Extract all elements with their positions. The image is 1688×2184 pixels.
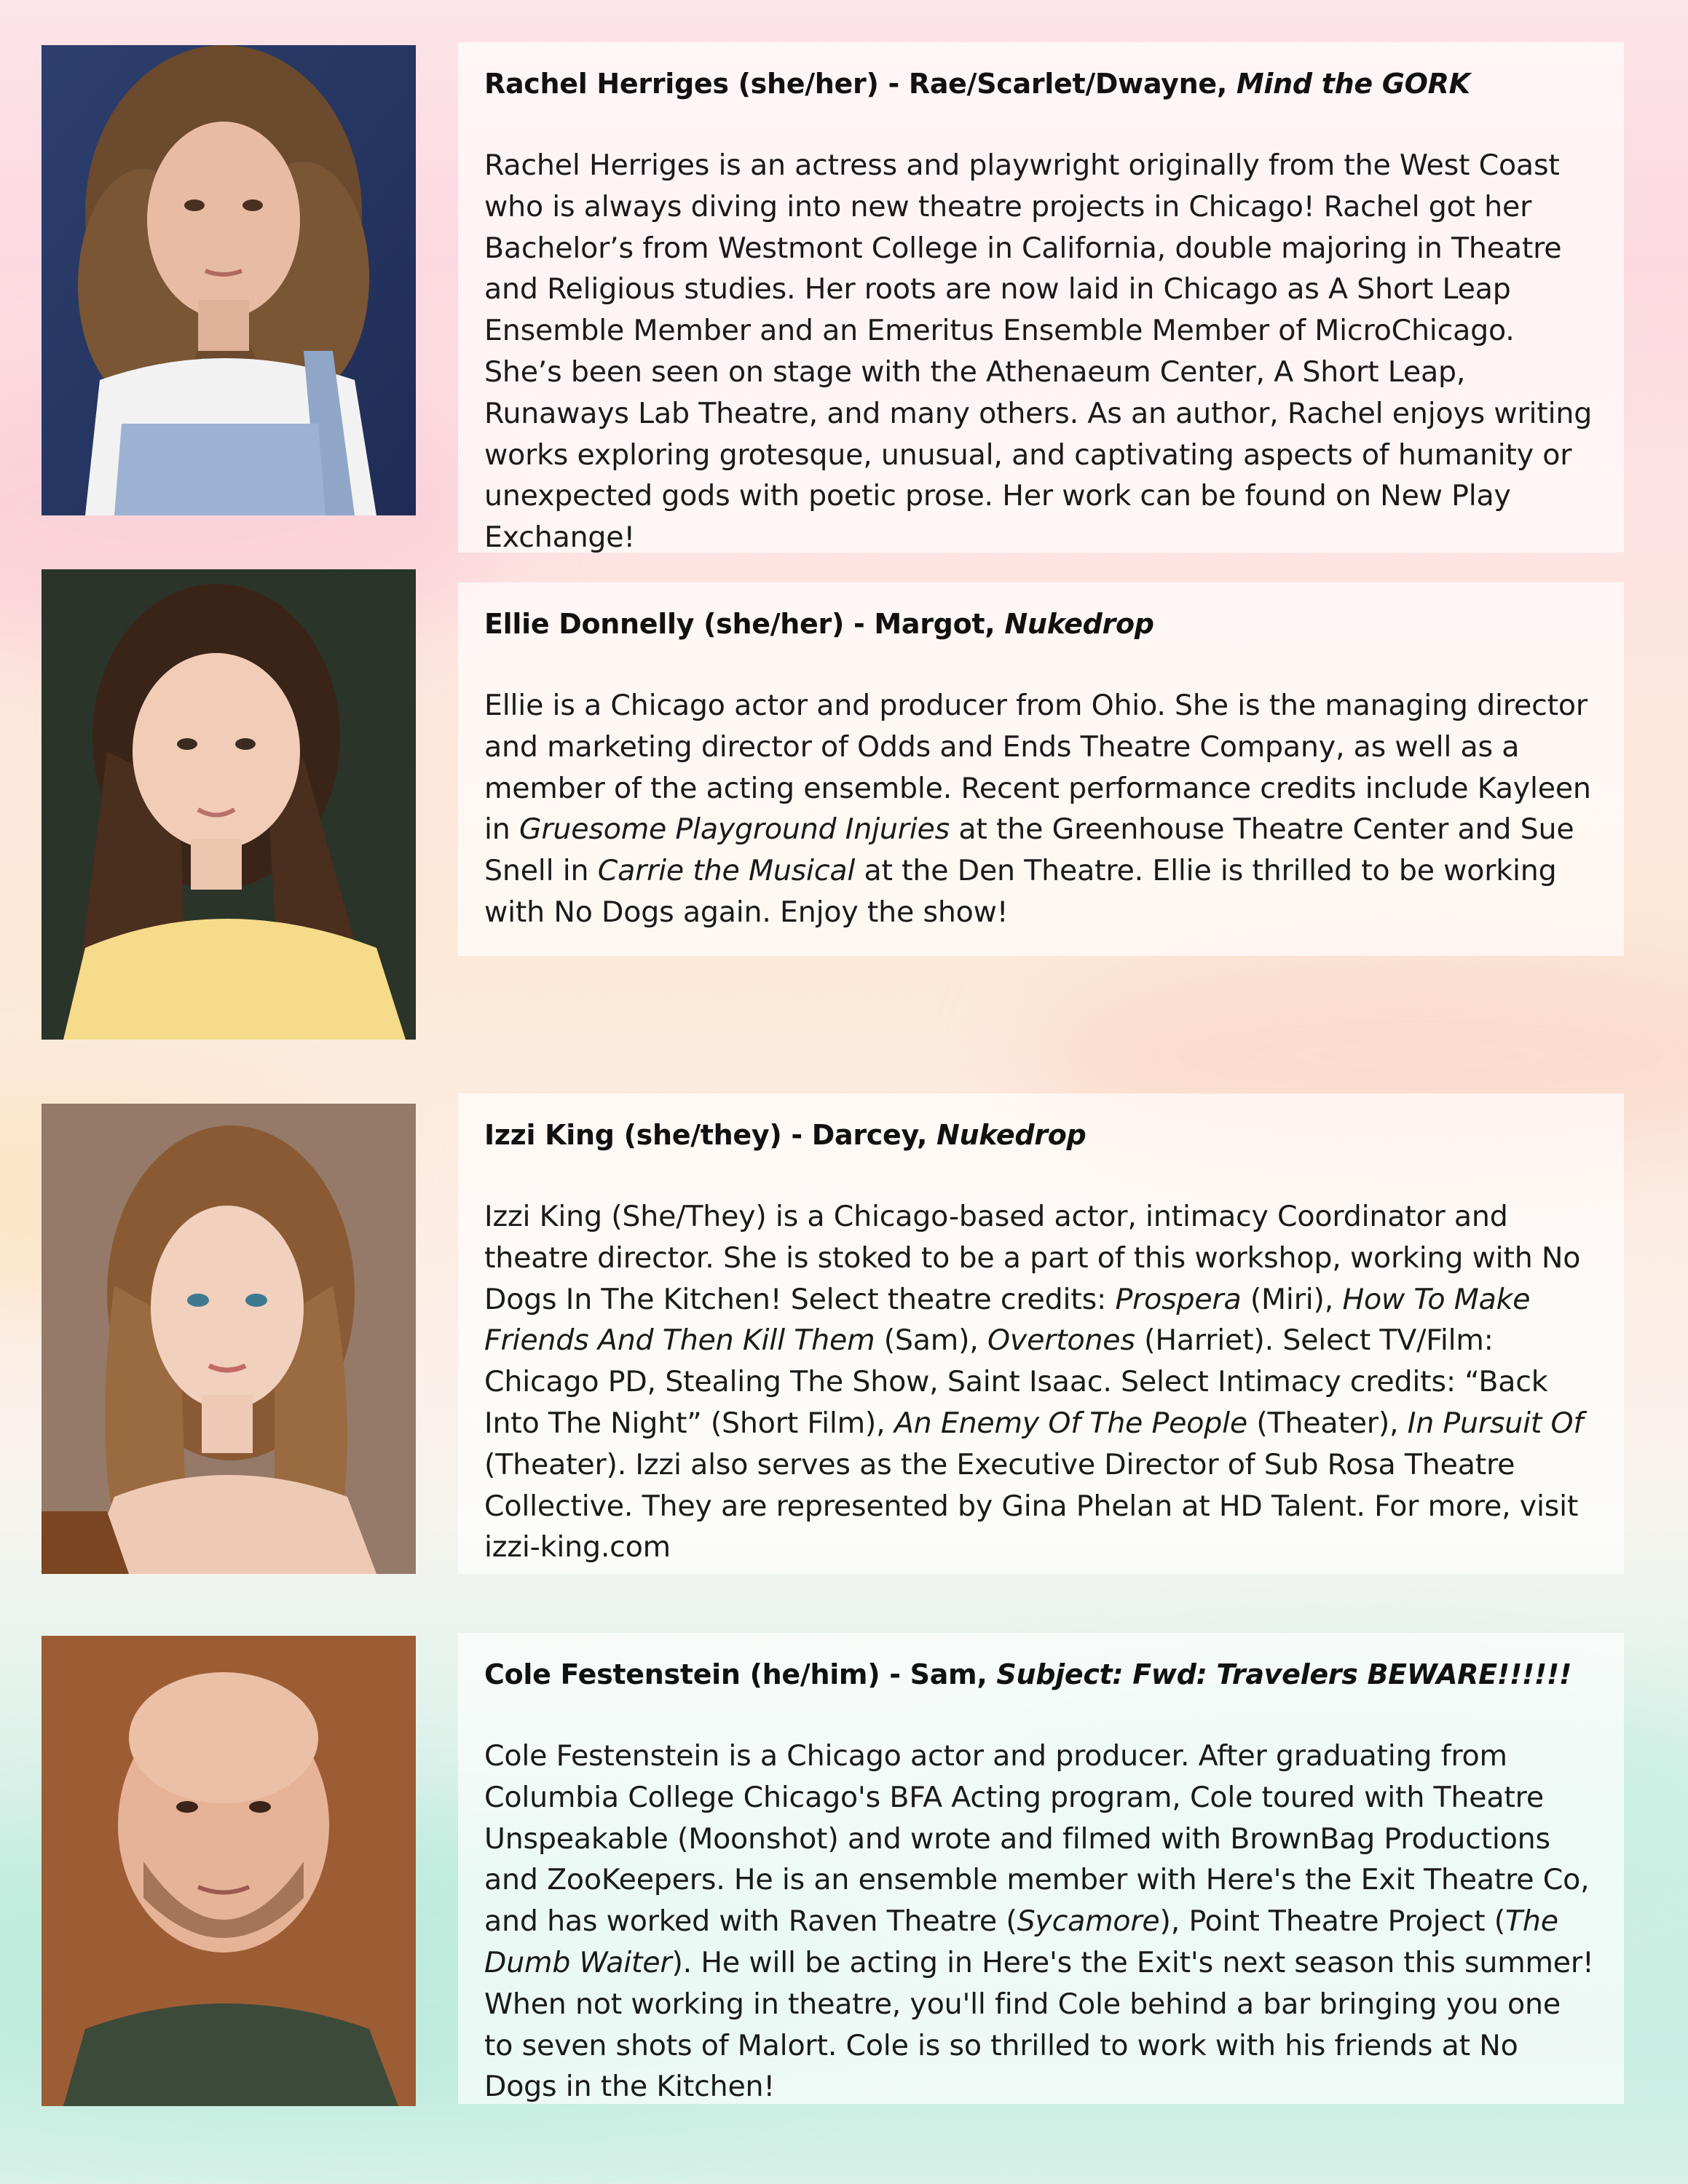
bio-text-italic: Overtones <box>987 1324 1135 1358</box>
bio-text-italic: The Dumb Waiter <box>484 1904 1558 1979</box>
bio-text-italic: Carrie the Musical <box>597 854 856 888</box>
bio-text-segment: (Theater). Izzi also serves as the Executive Director of Sub Rosa Theatre Collective. They are represented by Gina Phelan at HD Talent. For more, visit izzi-king.com <box>484 1447 1579 1564</box>
headshot-image <box>42 569 416 1040</box>
production-title: Nukedrop <box>1004 608 1154 640</box>
actor-name-role: Cole Festenstein (he/him) - Sam, <box>484 1658 997 1690</box>
bio-text-segment: (Theater), <box>1247 1406 1408 1440</box>
bio-text-segment: ). He will be acting in Here's the Exit's next season this summer! When not working in theatre, you'll find Cole behind a bar bringing you one to seven shots of Malort. Cole is so thrilled to work with his friends at No Dogs in the Kitchen! <box>484 1945 1594 2104</box>
bio-heading <box>484 1115 1598 1155</box>
bio-text <box>484 1736 1598 2108</box>
headshot-photo <box>42 569 416 1040</box>
bio-card <box>458 42 1624 553</box>
bio-text-italic: Prospera <box>1115 1282 1242 1316</box>
actor-name-role: Izzi King (she/they) - Darcey, <box>484 1119 937 1151</box>
bio-card <box>458 1093 1624 1574</box>
bio-text <box>484 1196 1598 1568</box>
bio-text-segment: (Sam), <box>875 1324 987 1358</box>
headshot-photo <box>42 1636 416 2106</box>
bio-text-segment: (Harriet). Select TV/Film: Chicago PD, Stealing The Show, Saint Isaac. Select Intimacy credits: “Back Into The Night” (Short Film), <box>484 1324 1548 1440</box>
bio-text-segment: Cole Festenstein is a Chicago actor and producer. After graduating from Columbia College Chicago's BFA Acting program, Cole toured with Theatre Unspeakable (Moonshot) and wrote and filmed with BrownBag Productions and ZooKeepers. He is an ensemble member with Here's the Exit Theatre Co, and has worked with Raven Theatre ( <box>484 1739 1590 1939</box>
bio-text-segment: (Miri), <box>1241 1282 1343 1316</box>
bio-text-italic: Sycamore <box>1017 1904 1160 1939</box>
bio-text-italic: In Pursuit Of <box>1407 1406 1584 1440</box>
bio-card <box>458 582 1624 956</box>
headshot-photo <box>42 45 416 515</box>
bio-heading <box>484 64 1598 103</box>
bio-text-segment: Ellie is a Chicago actor and producer from Ohio. She is the managing director and marketing director of Odds and Ends Theatre Company, as well as a member of the acting ensemble. Recent performance credits include Kayleen in <box>484 689 1591 847</box>
production-title: Mind the GORK <box>1236 68 1470 100</box>
bio-text-segment: Rachel Herriges is an actress and playwright originally from the West Coast who is always diving into new theatre projects in Chicago! Rachel got her Bachelor’s from Westmont College in California, double majoring in Theatre and Religious studies. Her roots are now laid in Chicago as A Short Leap Ensemble Member and an Emeritus Ensemble Member of MicroChicago. She’s been seen on stage with the Athenaeum Center, A Short Leap, Runaways Lab Theatre, and many others. As an author, Rachel enjoys writing works exploring grotesque, unusual, and captivating aspects of humanity or unexpected gods with poetic prose. Her work can be found on New Play Exchange! <box>484 149 1593 555</box>
production-title: Nukedrop <box>936 1119 1086 1151</box>
bio-text-segment: ), Point Theatre Project ( <box>1159 1904 1505 1939</box>
bio-card <box>458 1633 1624 2104</box>
bio-text-segment: at the Greenhouse Theatre Center and Sue Snell in <box>484 812 1574 888</box>
headshot-image <box>42 1636 416 2106</box>
bio-text <box>484 145 1598 558</box>
headshot-photo <box>42 1104 416 1574</box>
actor-name-role: Rachel Herriges (she/her) - Rae/Scarlet/Dwayne, <box>484 68 1237 100</box>
bio-text-segment: Izzi King (She/They) is a Chicago-based actor, intimacy Coordinator and theatre director. She is stoked to be a part of this workshop, working with No Dogs In The Kitchen! Select theatre credits: <box>484 1200 1581 1316</box>
bio-heading <box>484 604 1598 644</box>
bio-text-segment: at the Den Theatre. Ellie is thrilled to be working with No Dogs again. Enjoy the show! <box>484 854 1557 929</box>
bio-text-italic: An Enemy Of The People <box>894 1406 1247 1440</box>
bio-text-italic: Gruesome Playground Injuries <box>518 812 950 847</box>
bio-heading <box>484 1655 1598 1694</box>
bio-text-italic: How To Make Friends And Then Kill Them <box>484 1282 1531 1358</box>
headshot-image <box>42 1104 416 1574</box>
headshot-image <box>42 45 416 515</box>
actor-name-role: Ellie Donnelly (she/her) - Margot, <box>484 608 1005 640</box>
bio-text <box>484 685 1598 933</box>
production-title: Subject: Fwd: Travelers BEWARE!!!!!! <box>996 1658 1571 1690</box>
